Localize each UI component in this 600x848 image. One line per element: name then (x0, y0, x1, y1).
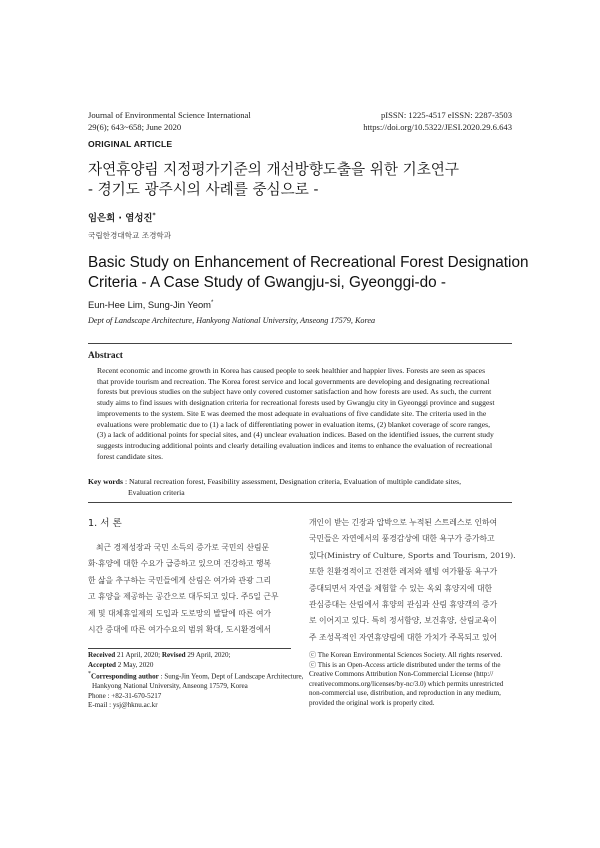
journal-header-left (88, 110, 251, 133)
abstract-bottom-rule (88, 502, 512, 503)
intro-line: 시간 증대에 따른 여가수요의 범위 확대, 도시환경에서 (88, 625, 272, 635)
journal-name: Journal of Environmental Science International (88, 110, 251, 120)
accepted-label: Accepted (88, 660, 116, 669)
corr-label: Corresponding author (90, 672, 159, 681)
intro-line: 또한 친환경적이고 건전한 레저와 웰빙 여가활동 욕구가 (309, 567, 498, 577)
abstract-line: improvements to the system. Site E was deemed the most adequate in evaluations of five candidate site. The criteria used in the (97, 408, 487, 418)
english-author-mark: * (211, 299, 214, 306)
corr-address: Hankyong National University, Anseong 17579, Korea (92, 682, 248, 691)
license-block (309, 651, 512, 709)
received-label: Received (88, 651, 116, 659)
korean-authors (88, 210, 156, 224)
keywords (88, 477, 512, 498)
abstract-line: that provide tourism and recreation. The Korea forest service and local governments are developing and designating recreational (97, 376, 490, 386)
korean-affiliation: 국립한경대학교 조경학과 (88, 231, 172, 240)
license-line: non-commercial use, distribution, and reproduction in any medium, (309, 689, 501, 698)
intro-line: 제 및 대체휴일제의 도입과 도로망의 발달에 따른 여가 (88, 608, 272, 618)
abstract-line: suggests introducing additional points and clearly detailing evaluation indices and items to enhance the evaluation of recreational (97, 440, 493, 450)
keywords-label: Key words (88, 477, 124, 486)
abstract-line: forests but previous studies on the subject have only covered customer satisfaction and how forests are used. As such, the current (97, 387, 492, 397)
journal-header-right (363, 110, 512, 133)
intro-line: 주 조성목적인 자연휴양림에 대한 가치가 주목되고 있어 (309, 632, 498, 642)
english-title (88, 253, 528, 292)
license-line: creativecommons.org/licenses/by-nc/3.0) which permits unrestricted (309, 679, 504, 688)
revised-label: Revised (161, 651, 186, 659)
phone: Phone : +82-31-670-5217 (88, 691, 162, 700)
korean-title-line1: 자연휴양림 지정평가기준의 개선방향도출을 위한 기초연구 (88, 161, 459, 178)
english-affiliation: Dept of Landscape Architecture, Hankyong National University, Anseong 17579, Korea (88, 316, 376, 325)
abstract-line: Recent economic and income growth in Korea has caused people to seek healthier and happier lives. Forests are seen as spaces (97, 366, 486, 375)
keywords-line2: Evaluation criteria (128, 487, 185, 497)
intro-line: 국민들은 자연에서의 풍경감상에 대한 욕구가 증가하고 (309, 534, 495, 544)
abstract-line: study aims to find issues with designation criteria for recreational forests used by Gwangju city in Gyeonggi province and suggest (97, 398, 495, 408)
intro-line: 한 삶을 추구하는 국민들에게 산림은 여가와 관광 그리 (88, 575, 272, 585)
intro-right-column (309, 515, 516, 646)
footnote (88, 651, 304, 711)
intro-line: 개인이 받는 긴장과 압박으로 누적된 스트레스로 인하여 (309, 518, 498, 527)
intro-line: 최근 경제성장과 국민 소득의 증가로 국민의 산림문 (96, 543, 270, 552)
intro-line: 증대되면서 자연을 체험할 수 있는 옥외 휴양지에 대한 (309, 583, 493, 593)
intro-line: 관심증대는 산림에서 휴양의 관심과 산림 휴양객의 증가 (309, 600, 498, 610)
abstract-line: evaluations were problematic due to (1) a lack of differentiating power in evaluation items, (2) blanket coverage of score ranges, (97, 419, 490, 429)
license-line: ⓒ The Korean Environmental Sciences Society. All rights reserved. (309, 651, 503, 659)
license-line: Creative Commons Attribution Non-Commercial License (http:// (309, 670, 494, 679)
revised-date: 29 April, 2020; (187, 651, 231, 659)
intro-line: 고 휴양을 제공하는 공간으로 대두되고 있다. 주5일 근무 (88, 592, 279, 602)
english-title-line2: Criteria - A Case Study of Gwangju-si, Gyeonggi-do - (88, 273, 446, 291)
abstract-line: forest candidate sites. (97, 451, 163, 461)
license-line: ⓒ This is an Open-Access article distributed under the terms of the (309, 660, 501, 669)
received-date: 21 April, 2020; (116, 651, 161, 659)
korean-title (88, 160, 459, 199)
journal-volume: 29(6); 643~658; June 2020 (88, 121, 182, 132)
korean-author-mark: * (152, 211, 156, 219)
english-title-line1: Basic Study on Enhancement of Recreational Forest Designation (88, 254, 529, 271)
corr-mark: * (88, 671, 91, 678)
abstract-line: (3) a lack of additional points for special sites, and (4) unclear evaluation indices. Based on the identified issues, the current study (97, 430, 494, 440)
abstract-body (88, 366, 512, 462)
korean-author-names: 임은희 · 염성진 (88, 213, 153, 224)
intro-left-column (88, 540, 291, 638)
intro-line: 로 이어지고 있다. 특히 정서함양, 보건휴양, 산림교육이 (309, 616, 498, 626)
accepted-date: 2 May, 2020 (117, 660, 154, 669)
email[interactable]: E-mail : ysj@hknu.ac.kr (88, 701, 158, 710)
footnote-rule (88, 648, 291, 649)
abstract-top-rule (88, 343, 512, 344)
article-type: ORIGINAL ARTICLE (88, 139, 173, 149)
issn: pISSN: 1225-4517 eISSN: 2287-3503 (380, 110, 512, 120)
abstract-heading: Abstract (88, 351, 123, 361)
doi-link[interactable]: https://doi.org/10.5322/JESI.2020.29.6.643 (363, 121, 512, 132)
corr-text: : Sung-Jin Yeom, Dept of Landscape Architecture, (160, 672, 304, 681)
korean-title-line2: - 경기도 광주시의 사례를 중심으로 - (88, 180, 319, 198)
intro-line: 있다(Ministry of Culture, Sports and Tourism, 2019). (309, 550, 516, 560)
keywords-line1: : Natural recreation forest, Feasibility assessment, Designation criteria, Evaluation of multiple candidate sites, (124, 477, 462, 486)
intro-line: 화·휴양에 대한 수요가 급증하고 있으며 건강하고 행복 (88, 559, 272, 569)
english-author-names: Eun-Hee Lim, Sung-Jin Yeom (88, 299, 211, 310)
license-line: provided the original work is properly cited. (309, 698, 435, 707)
section-heading: 1. 서 론 (88, 518, 122, 529)
english-authors (88, 299, 213, 310)
